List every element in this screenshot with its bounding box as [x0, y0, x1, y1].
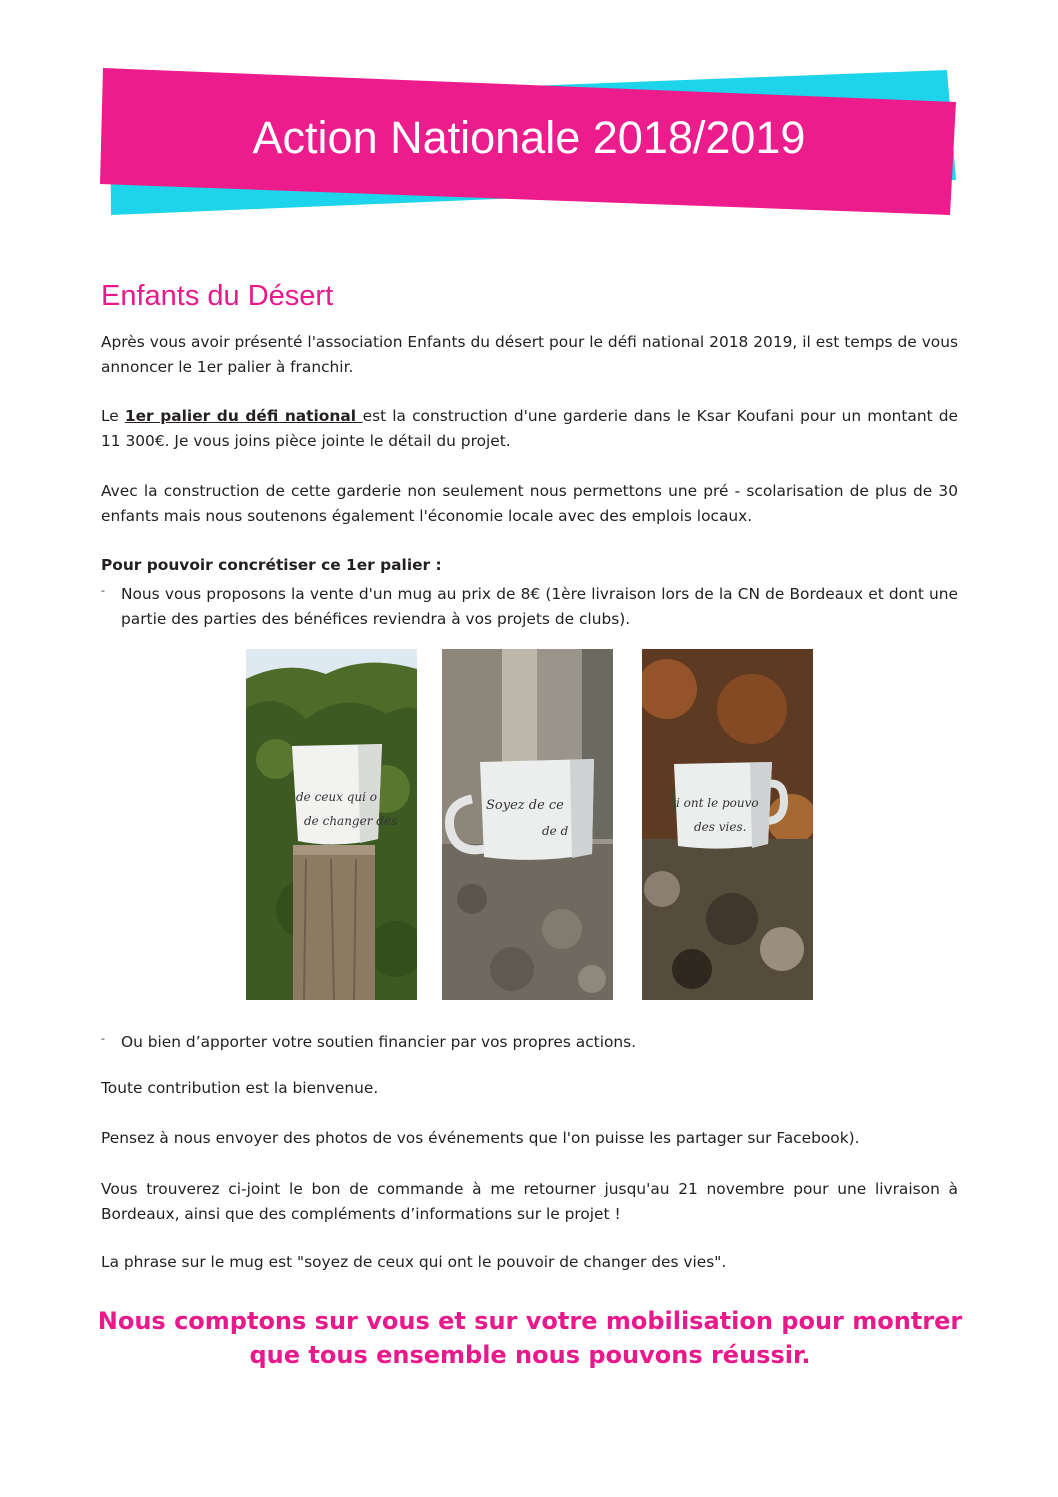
palier-link[interactable]: 1er palier du défi national	[124, 407, 363, 425]
closing-line-1: Nous comptons sur vous et sur votre mobilisation pour montrer	[97, 1307, 963, 1335]
bullet-mug-text: Nous vous proposons la vente d'un mug au prix de 8€ (1ère livraison lors de la CN de Bordeaux et dont une partie des parties des bénéfices reviendra à vos projets de clubs).	[121, 585, 958, 628]
subheading-text: Pour pouvoir concrétiser ce 1er palier :	[101, 556, 442, 574]
mug-2-text-line-1: Soyez de ce	[486, 798, 564, 813]
palier-paragraph	[101, 404, 958, 454]
palier-rest: est la construction d'une garderie dans le Ksar Koufani pour un montant de 11 300€. Je vous joins pièce jointe le détail du projet.	[101, 407, 958, 450]
mug-photo-3	[642, 649, 813, 1000]
bullet-dash: -	[101, 1032, 105, 1045]
mug-3-text-line-1: i ont le pouvo	[676, 796, 759, 810]
mug-1-text-line-1: de ceux qui o	[296, 790, 378, 804]
contribution-paragraph: Toute contribution est la bienvenue.	[101, 1079, 379, 1097]
bullet-mug	[101, 578, 958, 632]
mug-phrase-paragraph: La phrase sur le mug est "soyez de ceux qui ont le pouvoir de changer des vies".	[101, 1253, 727, 1271]
closing-message	[80, 1304, 980, 1372]
bullet-support-text: Ou bien d’apporter votre soutien financier par vos propres actions.	[121, 1033, 637, 1051]
title-banner	[0, 0, 1058, 240]
garderie-paragraph: Avec la construction de cette garderie non seulement nous permettons une pré - scolarisation de plus de 30 enfants mais nous soutenons également l'économie locale avec des emplois locaux.	[101, 482, 958, 525]
mug-photo-2	[442, 649, 613, 1000]
mug-1-text-line-2: de changer des	[304, 814, 398, 828]
section-title: Enfants du Désert	[101, 280, 334, 312]
bullet-support	[101, 1026, 958, 1055]
mug-photo-1	[246, 649, 417, 1000]
intro-paragraph: Après vous avoir présenté l'association Enfants du désert pour le défi national 2018 2019, il est temps de vous annoncer le 1er palier à franchir.	[101, 333, 958, 376]
page-title: Action Nationale 2018/2019	[252, 112, 806, 163]
palier-prefix: Le	[101, 407, 125, 425]
photos-paragraph: Pensez à nous envoyer des photos de vos événements que l'on puisse les partager sur Facebook).	[101, 1129, 860, 1147]
closing-line-2: que tous ensemble nous pouvons réussir.	[249, 1341, 811, 1369]
subheading	[101, 553, 958, 578]
mug-3-text-line-2: des vies.	[694, 820, 747, 834]
bullet-dash: -	[101, 584, 105, 597]
order-paragraph: Vous trouverez ci-joint le bon de commande à me retourner jusqu'au 21 novembre pour une livraison à Bordeaux, ainsi que des compléments d’informations sur le projet !	[101, 1180, 958, 1223]
mug-2-text-line-2: de d	[542, 824, 569, 838]
